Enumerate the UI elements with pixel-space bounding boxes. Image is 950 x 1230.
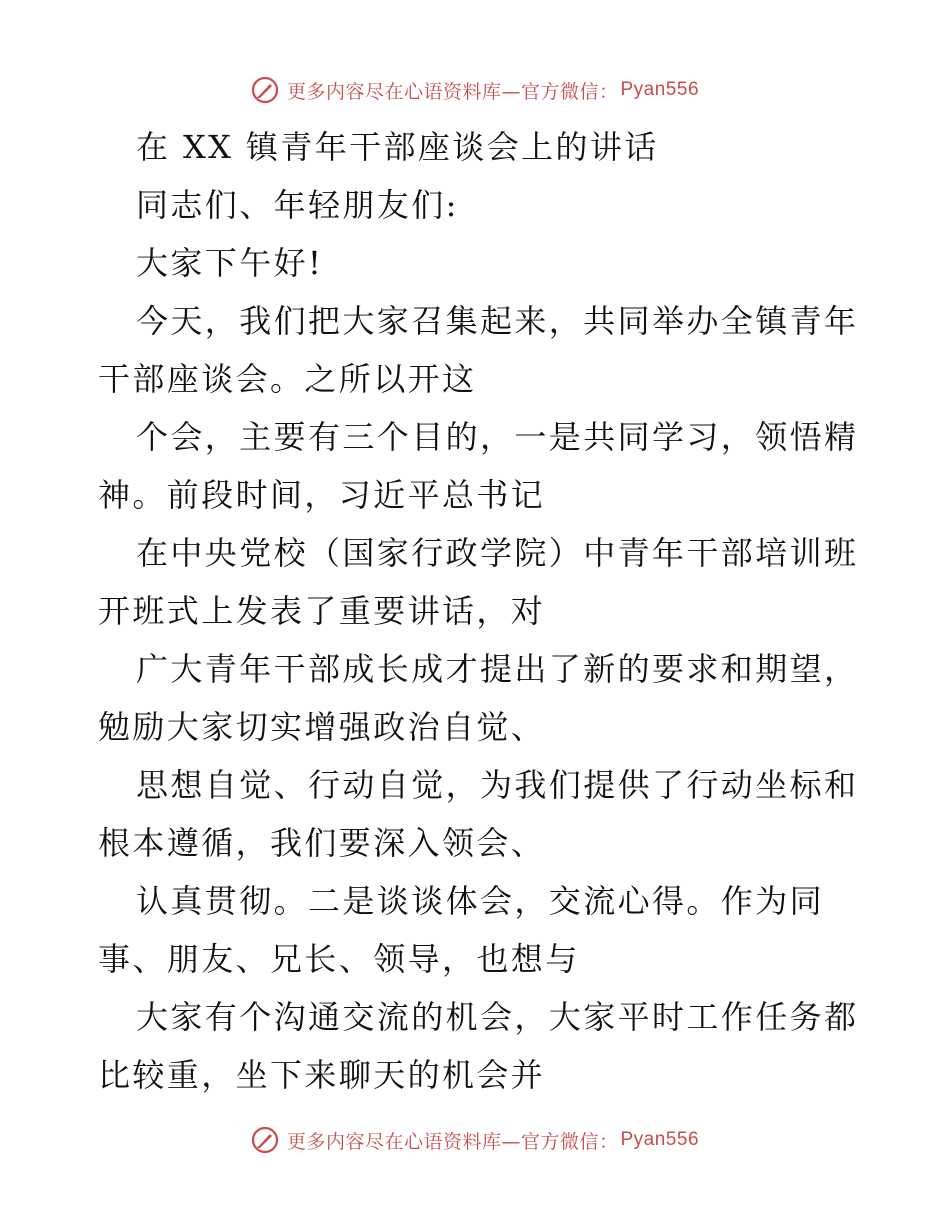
document-body	[98, 118, 858, 1104]
doc-line-12: 思想自觉、行动自觉，为我们提供了行动坐标和	[136, 766, 859, 804]
doc-line-6: 个会，主要有三个目的，一是共同学习，领悟精	[136, 418, 859, 456]
doc-line-17: 比较重，坐下来聊天的机会并	[98, 1056, 546, 1094]
doc-line-5: 干部座谈会。之所以开这	[98, 360, 477, 398]
quill-circle-logo-icon	[251, 1126, 279, 1154]
watermark-text: 更多内容尽在心语资料库—官方微信：	[286, 1130, 619, 1153]
doc-line-11: 勉励大家切实增强政治自觉、	[98, 708, 546, 746]
doc-line-3: 大家下午好!	[136, 244, 324, 282]
doc-line-15: 事、朋友、兄长、领导，也想与	[98, 940, 580, 978]
doc-line-9: 开班式上发表了重要讲话，对	[98, 592, 546, 630]
doc-line-4: 今天，我们把大家召集起来，共同举办全镇青年	[136, 302, 859, 340]
doc-line-7: 神。前段时间，习近平总书记	[98, 476, 546, 514]
doc-line-13: 根本遵循，我们要深入领会、	[98, 824, 546, 862]
doc-line-16: 大家有个沟通交流的机会，大家平时工作任务都	[136, 998, 859, 1036]
doc-line-2: 同志们、年轻朋友们:	[136, 186, 459, 224]
doc-line-14: 认真贯彻。二是谈谈体会，交流心得。作为同	[136, 882, 825, 920]
header-watermark	[0, 70, 950, 110]
doc-line-8: 在中央党校（国家行政学院）中青年干部培训班	[136, 534, 859, 572]
footer-watermark	[0, 1120, 950, 1160]
watermark-text: 更多内容尽在心语资料库—官方微信：	[286, 80, 619, 103]
doc-line-1: 在 XX 镇青年干部座谈会上的讲话	[136, 128, 659, 166]
doc-line-10: 广大青年干部成长成才提出了新的要求和期望，	[136, 650, 859, 688]
watermark-handle: Pyan556	[620, 1129, 700, 1150]
watermark-handle: Pyan556	[620, 79, 700, 100]
quill-circle-logo-icon	[251, 76, 279, 104]
